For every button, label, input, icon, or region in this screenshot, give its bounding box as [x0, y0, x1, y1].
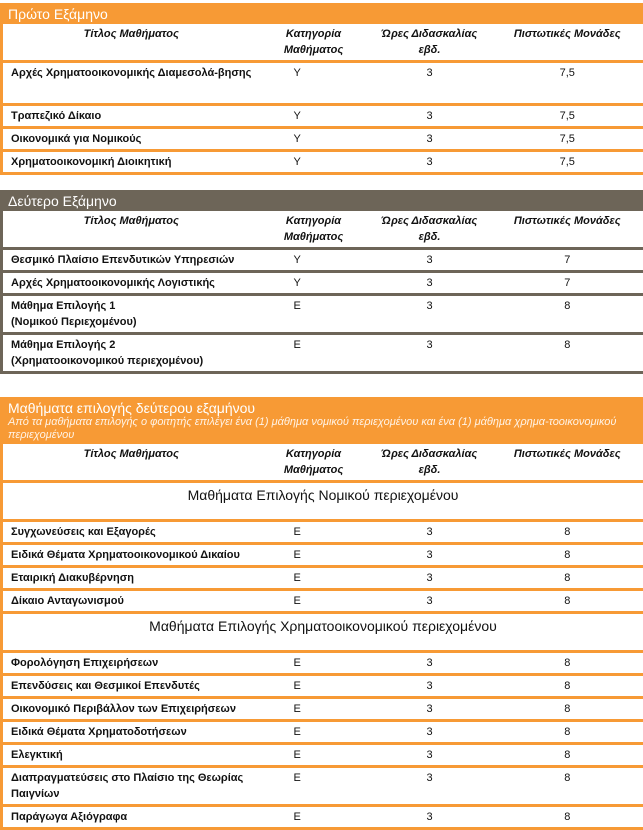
course-title: Μάθημα Επιλογής 1 (Νομικού Περιεχομένου): [2, 295, 260, 334]
course-category: Υ: [260, 128, 368, 151]
table-row: [2, 128, 643, 151]
table-header-row: [2, 211, 643, 249]
course-category: Ε: [260, 744, 368, 767]
course-title: Ελεγκτική: [2, 744, 260, 767]
electives-subtitle: Από τα μαθήματα επιλογής ο φοιτητής επιλέγει ένα (1) μάθημα νομικού περιεχομένου και ένα (1) μάθημα χρημα-τοοικονομικού περιεχομένου: [8, 416, 635, 442]
table-row: [2, 295, 643, 334]
table-row: [2, 744, 643, 767]
course-credits: 8: [492, 334, 643, 373]
course-title: Αρχές Χρηματοοικονομικής Διαμεσολά-βησης: [2, 62, 260, 105]
course-hours: 3: [368, 521, 492, 544]
col-header-title: Τίτλος Μαθήματος: [2, 211, 260, 249]
course-category: Ε: [260, 590, 368, 613]
course-category: Ε: [260, 544, 368, 567]
course-title: Τραπεζικό Δίκαιο: [2, 105, 260, 128]
course-title: Ειδικά Θέματα Χρηματοοικονομικού Δικαίου: [2, 544, 260, 567]
semester-2-section: [0, 190, 643, 374]
table-row: [2, 272, 643, 295]
course-hours: 3: [368, 806, 492, 829]
course-title: Ειδικά Θέματα Χρηματοδοτήσεων: [2, 721, 260, 744]
table-row: [2, 675, 643, 698]
course-category: Ε: [260, 767, 368, 806]
course-credits: 8: [492, 652, 643, 675]
course-credits: 8: [492, 590, 643, 613]
course-category: Υ: [260, 249, 368, 272]
course-category: Υ: [260, 272, 368, 295]
course-category: Υ: [260, 62, 368, 105]
course-category: Ε: [260, 567, 368, 590]
course-credits: 8: [492, 567, 643, 590]
course-credits: 8: [492, 721, 643, 744]
course-credits: 8: [492, 806, 643, 829]
course-title: Επενδύσεις και Θεσμικοί Επενδυτές: [2, 675, 260, 698]
course-title: Μάθημα Επιλογής 2 (Χρηματοοικονομικού περιεχομένου): [2, 334, 260, 373]
electives-header: [0, 397, 643, 444]
course-category: Ε: [260, 698, 368, 721]
table-row: [2, 721, 643, 744]
table-row: [2, 105, 643, 128]
course-title: Οικονομικά για Νομικούς: [2, 128, 260, 151]
table-row: [2, 806, 643, 829]
course-hours: 3: [368, 249, 492, 272]
course-hours: 3: [368, 151, 492, 174]
course-title: Αρχές Χρηματοοικονομικής Λογιστικής: [2, 272, 260, 295]
col-header-credits: Πιστωτικές Μονάδες: [492, 24, 643, 62]
semester-1-table: [0, 24, 643, 175]
course-credits: 7,5: [492, 128, 643, 151]
col-header-hours: Ώρες Διδασκαλίας εβδ.: [368, 24, 492, 62]
table-row: [2, 334, 643, 373]
course-credits: 7,5: [492, 62, 643, 105]
course-category: Ε: [260, 675, 368, 698]
electives-title: Μαθήματα επιλογής δεύτερου εξαμήνου: [8, 400, 255, 416]
table-row: [2, 590, 643, 613]
course-hours: 3: [368, 544, 492, 567]
legal-group-title: Μαθήματα Επιλογής Νομικού περιεχομένου: [2, 482, 643, 521]
course-hours: 3: [368, 652, 492, 675]
semester-2-title: Δεύτερο Εξάμηνο: [0, 190, 643, 211]
course-hours: 3: [368, 767, 492, 806]
course-credits: 8: [492, 698, 643, 721]
finance-group-title: Μαθήματα Επιλογής Χρηματοοικονομικού περιεχομένου: [2, 613, 643, 652]
course-credits: 8: [492, 544, 643, 567]
table-header-row: [2, 444, 643, 482]
table-row: [2, 62, 643, 105]
course-category: Ε: [260, 295, 368, 334]
course-title: Οικονομικό Περιβάλλον των Επιχειρήσεων: [2, 698, 260, 721]
electives-section: [0, 397, 643, 830]
table-row: [2, 249, 643, 272]
course-hours: 3: [368, 272, 492, 295]
course-title: Δίκαιο Ανταγωνισμού: [2, 590, 260, 613]
table-row: [2, 767, 643, 806]
table-row: [2, 151, 643, 174]
col-header-category: Κατηγορία Μαθήματος: [260, 444, 368, 482]
course-credits: 7,5: [492, 105, 643, 128]
course-category: Ε: [260, 521, 368, 544]
course-hours: 3: [368, 744, 492, 767]
semester-1-section: [0, 3, 643, 175]
course-hours: 3: [368, 675, 492, 698]
course-hours: 3: [368, 590, 492, 613]
col-header-category: Κατηγορία Μαθήματος: [260, 24, 368, 62]
course-title: Θεσμικό Πλαίσιο Επενδυτικών Υπηρεσιών: [2, 249, 260, 272]
course-category: Ε: [260, 334, 368, 373]
group-header-row: [2, 482, 643, 521]
course-hours: 3: [368, 62, 492, 105]
course-title: Χρηματοοικονομική Διοικητική: [2, 151, 260, 174]
col-header-title: Τίτλος Μαθήματος: [2, 24, 260, 62]
course-hours: 3: [368, 567, 492, 590]
course-title: Διαπραγματεύσεις στο Πλαίσιο της Θεωρίας Παιγνίων: [2, 767, 260, 806]
course-category: Ε: [260, 721, 368, 744]
course-credits: 8: [492, 767, 643, 806]
course-title: Φορολόγηση Επιχειρήσεων: [2, 652, 260, 675]
course-hours: 3: [368, 128, 492, 151]
course-category: Ε: [260, 652, 368, 675]
semester-1-title: Πρώτο Εξάμηνο: [0, 3, 643, 24]
course-category: Υ: [260, 105, 368, 128]
course-hours: 3: [368, 105, 492, 128]
course-credits: 8: [492, 295, 643, 334]
col-header-credits: Πιστωτικές Μονάδες: [492, 211, 643, 249]
col-header-category: Κατηγορία Μαθήματος: [260, 211, 368, 249]
col-header-credits: Πιστωτικές Μονάδες: [492, 444, 643, 482]
course-credits: 8: [492, 521, 643, 544]
course-title: Παράγωγα Αξιόγραφα: [2, 806, 260, 829]
course-category: Ε: [260, 806, 368, 829]
table-header-row: [2, 24, 643, 62]
course-hours: 3: [368, 721, 492, 744]
col-header-hours: Ώρες Διδασκαλίας εβδ.: [368, 211, 492, 249]
course-credits: 7: [492, 272, 643, 295]
course-hours: 3: [368, 334, 492, 373]
course-title: Συγχωνεύσεις και Εξαγορές: [2, 521, 260, 544]
table-row: [2, 652, 643, 675]
table-row: [2, 521, 643, 544]
course-credits: 7,5: [492, 151, 643, 174]
course-title: Εταιρική Διακυβέρνηση: [2, 567, 260, 590]
course-credits: 7: [492, 249, 643, 272]
course-hours: 3: [368, 295, 492, 334]
semester-2-table: [0, 211, 643, 374]
electives-table: [0, 444, 643, 830]
group-header-row: [2, 613, 643, 652]
course-credits: 8: [492, 675, 643, 698]
col-header-title: Τίτλος Μαθήματος: [2, 444, 260, 482]
col-header-hours: Ώρες Διδασκαλίας εβδ.: [368, 444, 492, 482]
course-hours: 3: [368, 698, 492, 721]
course-credits: 8: [492, 744, 643, 767]
course-category: Υ: [260, 151, 368, 174]
table-row: [2, 544, 643, 567]
table-row: [2, 567, 643, 590]
table-row: [2, 698, 643, 721]
